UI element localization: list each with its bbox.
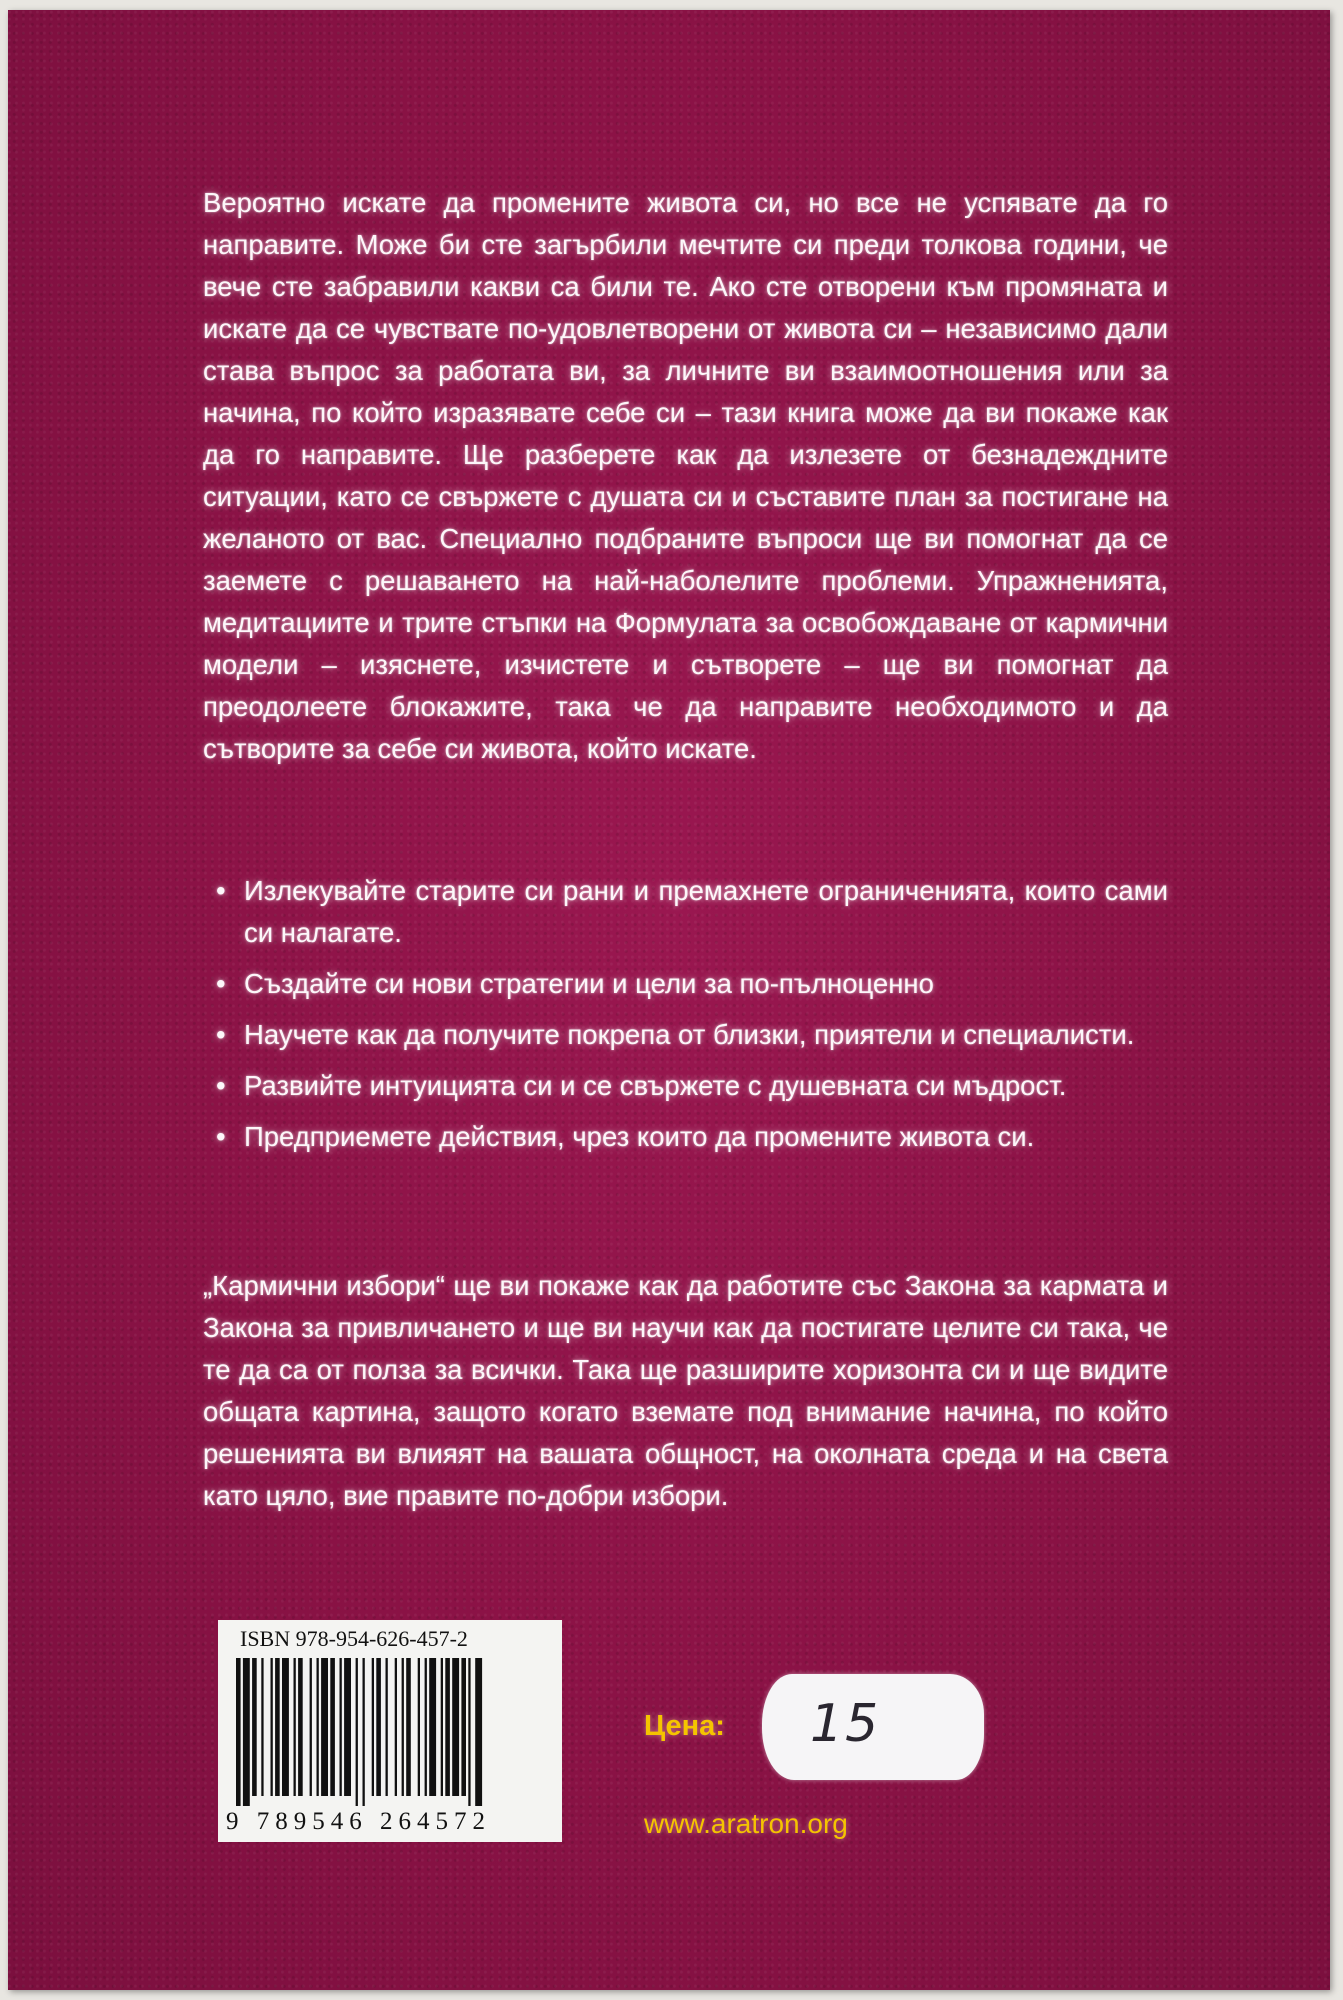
isbn-label: ISBN 978-954-626-457-2 (240, 1626, 468, 1651)
barcode-bar (425, 1658, 427, 1796)
bullet-icon: • (216, 1070, 226, 1101)
barcode-bar (418, 1658, 420, 1796)
barcode-bar (452, 1658, 459, 1796)
barcode-bar (298, 1658, 303, 1796)
barcode-bar (372, 1658, 374, 1796)
list-item: • Предприемете действия, чрез които да промените живота си. (244, 1116, 1168, 1158)
barcode-bar (330, 1658, 335, 1796)
bullet-icon: • (216, 1019, 226, 1050)
barcode-bar (441, 1658, 443, 1796)
book-back-cover (8, 10, 1330, 1990)
bullet-icon: • (216, 875, 226, 906)
barcode-bar (344, 1658, 351, 1796)
publisher-website: www.aratron.org (644, 1808, 848, 1839)
barcode-bar (275, 1658, 280, 1796)
barcode-bar (294, 1658, 296, 1796)
barcode-bar (252, 1658, 257, 1796)
barcode-bar (236, 1658, 241, 1806)
barcode-icon (236, 1658, 544, 1806)
list-item: • Излекувайте старите си рани и премахнете ограниченията, които сами си налагате. (244, 870, 1168, 954)
description-paragraph: Вероятно искате да промените живота си, но все не успявате да го направите. Може би сте загърбили мечтите си преди толкова години, че вече сте забравили какви са били те. Ако сте отворени към промяната и искате да се чувствате по-удовлетворени от живота си – независимо дали става въпрос за работата ви, за личните ви взаимоотношения или за начина, по който изразявате себе си – тази книга може да ви покаже как да го направите. Ще разберете как да излезете от безнадеждните ситуации, като се свържете с душата си и съставите план за постигане на желаното от вас. Специално подбраните въпроси ще ви помогнат да се заемете с решаването на най-наболелите проблеми. Упражненията, медитациите и трите стъпки на Формулата за освобождаване от кармични модели – изяснете, изчистете и сътворете – ще ви помогнат да преодолеете блокажите, така че да направите необходимото и да сътворите за себе си живота, който искате. (203, 187, 1168, 764)
barcode-bar (271, 1658, 273, 1796)
barcode-bar (386, 1658, 388, 1796)
barcode-bar (282, 1658, 289, 1796)
barcode-bar (340, 1658, 342, 1796)
barcode-bar (475, 1658, 482, 1806)
barcode-bar (468, 1658, 470, 1806)
price-label: Цена: (644, 1710, 725, 1742)
barcode-bar (395, 1658, 397, 1796)
summary-paragraph: „Кармични избори“ ще ви покаже как да работите със Закона за кармата и Закона за привличането и ще ви научи как да постигате целите си така, че те да са от полза за всички. Така ще разширите хоризонта си и ще видите общата картина, защото когато вземате под внимание начина, по който решенията ви влияят на вашата общност, на околната среда и на света като цяло, вие правите по-добри избори. (203, 1270, 1168, 1511)
isbn-digits: 9 789546 264572 (226, 1808, 491, 1835)
benefits-list (216, 870, 1168, 1167)
bullet-icon: • (216, 968, 226, 999)
barcode-bar (243, 1658, 250, 1806)
barcode-bar (445, 1658, 450, 1796)
bullet-icon: • (216, 1121, 226, 1152)
barcode-bar (321, 1658, 328, 1796)
price-value: 15 (810, 1694, 881, 1754)
barcode-bar (317, 1658, 319, 1796)
list-item: • Създайте си нови стратегии и цели за по-пълноценно (244, 963, 1168, 1005)
barcode-bar (310, 1658, 312, 1796)
barcode-bar (363, 1658, 365, 1806)
barcode-bar (402, 1658, 404, 1796)
list-item: • Развийте интуицията си и се свържете с душевната си мъдрост. (244, 1065, 1168, 1107)
barcode-bar (356, 1658, 358, 1806)
barcode-bar (461, 1658, 466, 1796)
barcode-bar (376, 1658, 381, 1796)
price-sticker (762, 1674, 984, 1780)
barcode-bar (406, 1658, 411, 1796)
list-item: • Научете как да получите покрепа от близки, приятели и специалисти. (244, 1014, 1168, 1056)
isbn-barcode-box (218, 1620, 562, 1842)
barcode-bar (429, 1658, 436, 1796)
barcode-bar (261, 1658, 263, 1796)
